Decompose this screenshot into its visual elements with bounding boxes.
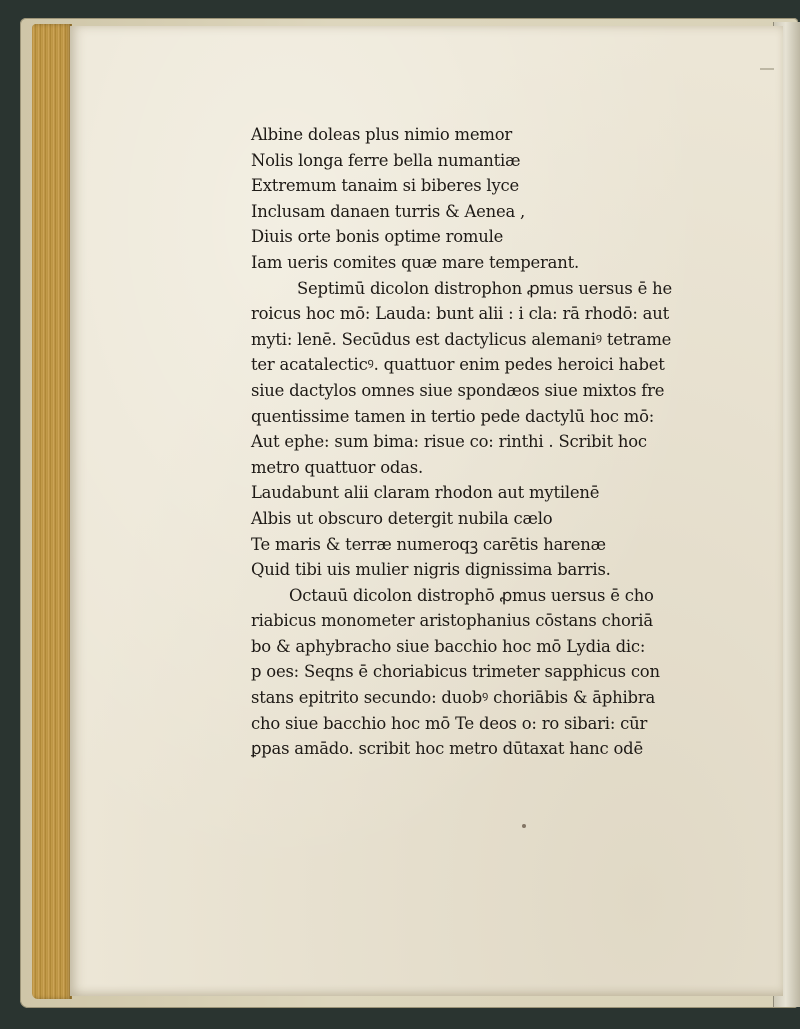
text-line: Extremum tanaim si biberes lyce <box>251 176 519 196</box>
text-line: Te maris & terræ numeroqꝫ carētis harenæ <box>251 534 606 554</box>
page-mark <box>760 68 774 70</box>
text-line: Octauū dicolon distrophō ꝓmus uersus ē cho <box>289 585 654 605</box>
text-line: bo & aphybracho siue bacchio hoc mō Lydia dic: <box>251 636 646 656</box>
gilded-page-edge <box>32 24 72 999</box>
text-line: roicus hoc mō: Lauda: bunt alii : i cla: rā rhodō: aut <box>251 304 669 324</box>
ink-spot <box>522 824 526 828</box>
text-line: Aut ephe: sum bima: risue co: rinthi . Scribit hoc <box>251 432 647 452</box>
text-line: p oes: Seqns ē choriabicus trimeter sapphicus con <box>251 662 660 682</box>
text-line: siue dactylos omnes siue spondæos siue mixtos fre <box>251 380 665 400</box>
text-line: ꝑpas amādo. scribit hoc metro dūtaxat hanc odē <box>251 739 643 759</box>
text-line: Septimū dicolon distrophon ꝓmus uersus ē he <box>297 278 672 298</box>
book-page <box>70 26 783 996</box>
text-line: Laudabunt alii claram rhodon aut mytilenē <box>251 483 600 503</box>
text-line: Albine doleas plus nimio memor <box>251 125 513 144</box>
text-block <box>251 122 781 762</box>
text-line: Diuis orte bonis optime romule <box>251 227 504 247</box>
text-line: riabicus monometer aristophanius cōstans choriā <box>251 611 653 631</box>
text-line: Inclusam danaen turris & Aenea , <box>251 201 526 221</box>
text-line: metro quattuor odas. <box>251 457 423 477</box>
text-line: Nolis longa ferre bella numantiæ <box>251 150 521 170</box>
text-line: ter acatalecticꝰ. quattuor enim pedes heroici habet <box>251 355 665 375</box>
text-line: quentissime tamen in tertio pede dactylū hoc mō: <box>251 406 655 426</box>
text-line: cho siue bacchio hoc mō Te deos o: ro sibari: cūr <box>251 713 648 733</box>
text-line: Quid tibi uis mulier nigris dignissima barris. <box>251 560 611 580</box>
text-line: myti: lenē. Secūdus est dactylicus alemaniꝰ tetrame <box>251 329 672 349</box>
text-line: stans epitrito secundo: duobꝰ choriābis & āphibra <box>251 688 656 708</box>
text-line: Iam ueris comites quæ mare temperant. <box>251 252 579 272</box>
text-line: Albis ut obscuro detergit nubila cælo <box>251 508 553 528</box>
